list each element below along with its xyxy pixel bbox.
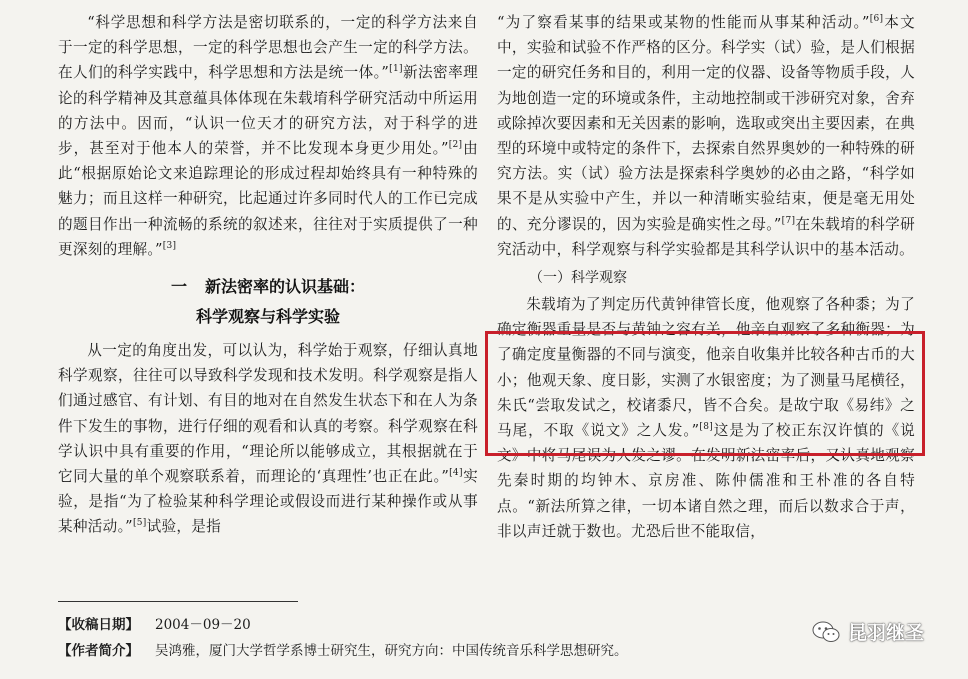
right-paragraph-1 xyxy=(497,10,915,262)
right-para1c-text: 在朱载堉的科学研究活动中，科学观察与科学实验都是其科学认识中的基本活动。 xyxy=(497,215,915,258)
received-date-row xyxy=(58,612,918,638)
citation-2: [2] xyxy=(448,140,463,151)
subsection-heading: （一）科学观察 xyxy=(529,270,627,287)
received-date-label: 【收稿日期】 xyxy=(58,617,139,633)
section-number: 一 xyxy=(170,277,187,297)
citation-1: [1] xyxy=(389,64,403,75)
left-para2a-text: 从一定的角度出发，可以认为，科学始于观察，仔细认真地科学观察，往往可以导致科学发现和技术发明。科学观察是指人们通过感官、有计划、有目的地对在自然发生状态下和在人为条件下发生的事物，进行仔细的观看和认真的考察。科学观察在科学认识中具有重要的作用，“理论所以能够成立，其根据就在于它同大量的单个观察联系着，而理论的‘真理性’也正在此。” xyxy=(58,342,478,486)
right-column xyxy=(497,10,915,544)
received-date-value: 2004－09－20 xyxy=(155,617,251,633)
section-heading xyxy=(58,272,478,332)
left-paragraph-1 xyxy=(58,10,478,262)
watermark-text: 昆羽继圣 xyxy=(848,622,925,644)
citation-8: [8] xyxy=(699,422,714,433)
author-info-row xyxy=(58,638,918,664)
right-para2a-text: 朱载堉为了判定历代黄钟律管长度，他观察了各种黍；为了确定衡器重量是否与黄钟之容有关，他亲自观察了多种衡器；为了确定度量衡器的不同与演变，他亲自收集并比较各种古币的大小；他观天象、度日影，实测了水银密度；为了测量马尾横径，朱氏“尝取发试之，校诸黍尺，皆不合矣。是故宁取《易纬》之马尾，不取《说文》之人发。” xyxy=(497,296,915,440)
footnote-divider xyxy=(58,601,298,602)
watermark xyxy=(812,618,924,645)
left-para1-text: “科学思想和科学方法是密切联系的，一定的科学方法来自于一定的科学思想，一定的科学思想也会产生一定的科学方法。在人们的科学实践中，科学思想和方法是统一体。” xyxy=(58,14,478,82)
section-title-line-1: 新法密率的认识基础： xyxy=(205,277,366,297)
left-para2b-text: 实验，是指“为了检验某种科学理论或假设而进行某种操作或从事某种活动。” xyxy=(58,468,478,536)
article-footnotes xyxy=(58,612,918,664)
left-para1b-text: 新法密率理论的科学精神及其意蕴具体体现在朱载堉科学研究活动中所运用的方法中。因而，“认识一位天才的研究方法，对于科学的进步，甚至对于他本人的荣誉，并不比发现本身更少用处。” xyxy=(58,64,478,158)
left-para2c-text: 试验，是指 xyxy=(146,518,222,536)
author-info-label: 【作者简介】 xyxy=(58,643,139,659)
author-info-value: 吴鸿雅，厦门大学哲学系博士研究生，研究方向：中国传统音乐科学思想研究。 xyxy=(155,643,628,659)
right-paragraph-2 xyxy=(497,292,915,544)
right-para1a-text: “为了察看某事的结果或某物的性能而从事某种活动。” xyxy=(497,14,870,31)
citation-6: [6] xyxy=(869,14,884,25)
citation-3: [3] xyxy=(162,240,177,251)
citation-7: [7] xyxy=(781,215,796,226)
citation-5: [5] xyxy=(132,518,147,529)
left-paragraph-2 xyxy=(58,338,478,540)
section-title-line-2: 科学观察与科学实验 xyxy=(195,307,340,327)
right-para2b-text: 这是为了校正东汉许慎的《说文》中将马尾误为人发之谬。在发明新法密率后，又认真地观察先秦时期的均钟木、京房准、陈仲儒准和王朴准的各自特点。“新法所算之律，一切本诸自然之理，而后以数求合于声，非以声迁就于数也。尤恐后世不能取信， xyxy=(497,422,915,540)
right-para1b-text: 本文中，实验和试验不作严格的区分。科学实（试）验，是人们根据一定的研究任务和目的，利用一定的仪器、设备等物质手段，人为地创造一定的环境或条件，主动地控制或干涉研究对象，舍弃或除掉次要因素和无关因素的影响，选取或突出主要因素，在典型的环境中或特定的条件下，去探索自然界奥妙的一种特殊的研究方法。实（试）验方法是探索科学奥妙的必由之路，“科学如果不是从实验中产生，并以一种清晰实验结束，便是毫无用处的、充分谬误的，因为实验是确实性之母。” xyxy=(497,14,915,233)
wechat-icon xyxy=(812,621,840,643)
citation-4: [4] xyxy=(449,468,463,479)
left-column xyxy=(58,10,478,540)
left-para1c-text: 由此“根据原始论文来追踪理论的形成过程却始终具有一种特殊的魅力；而且这样一种研究，比起通过许多同时代人的工作已完成的题目作出一种流畅的系统的叙述来，往往对于实质提供了一种更深刻的理解。” xyxy=(58,140,478,258)
